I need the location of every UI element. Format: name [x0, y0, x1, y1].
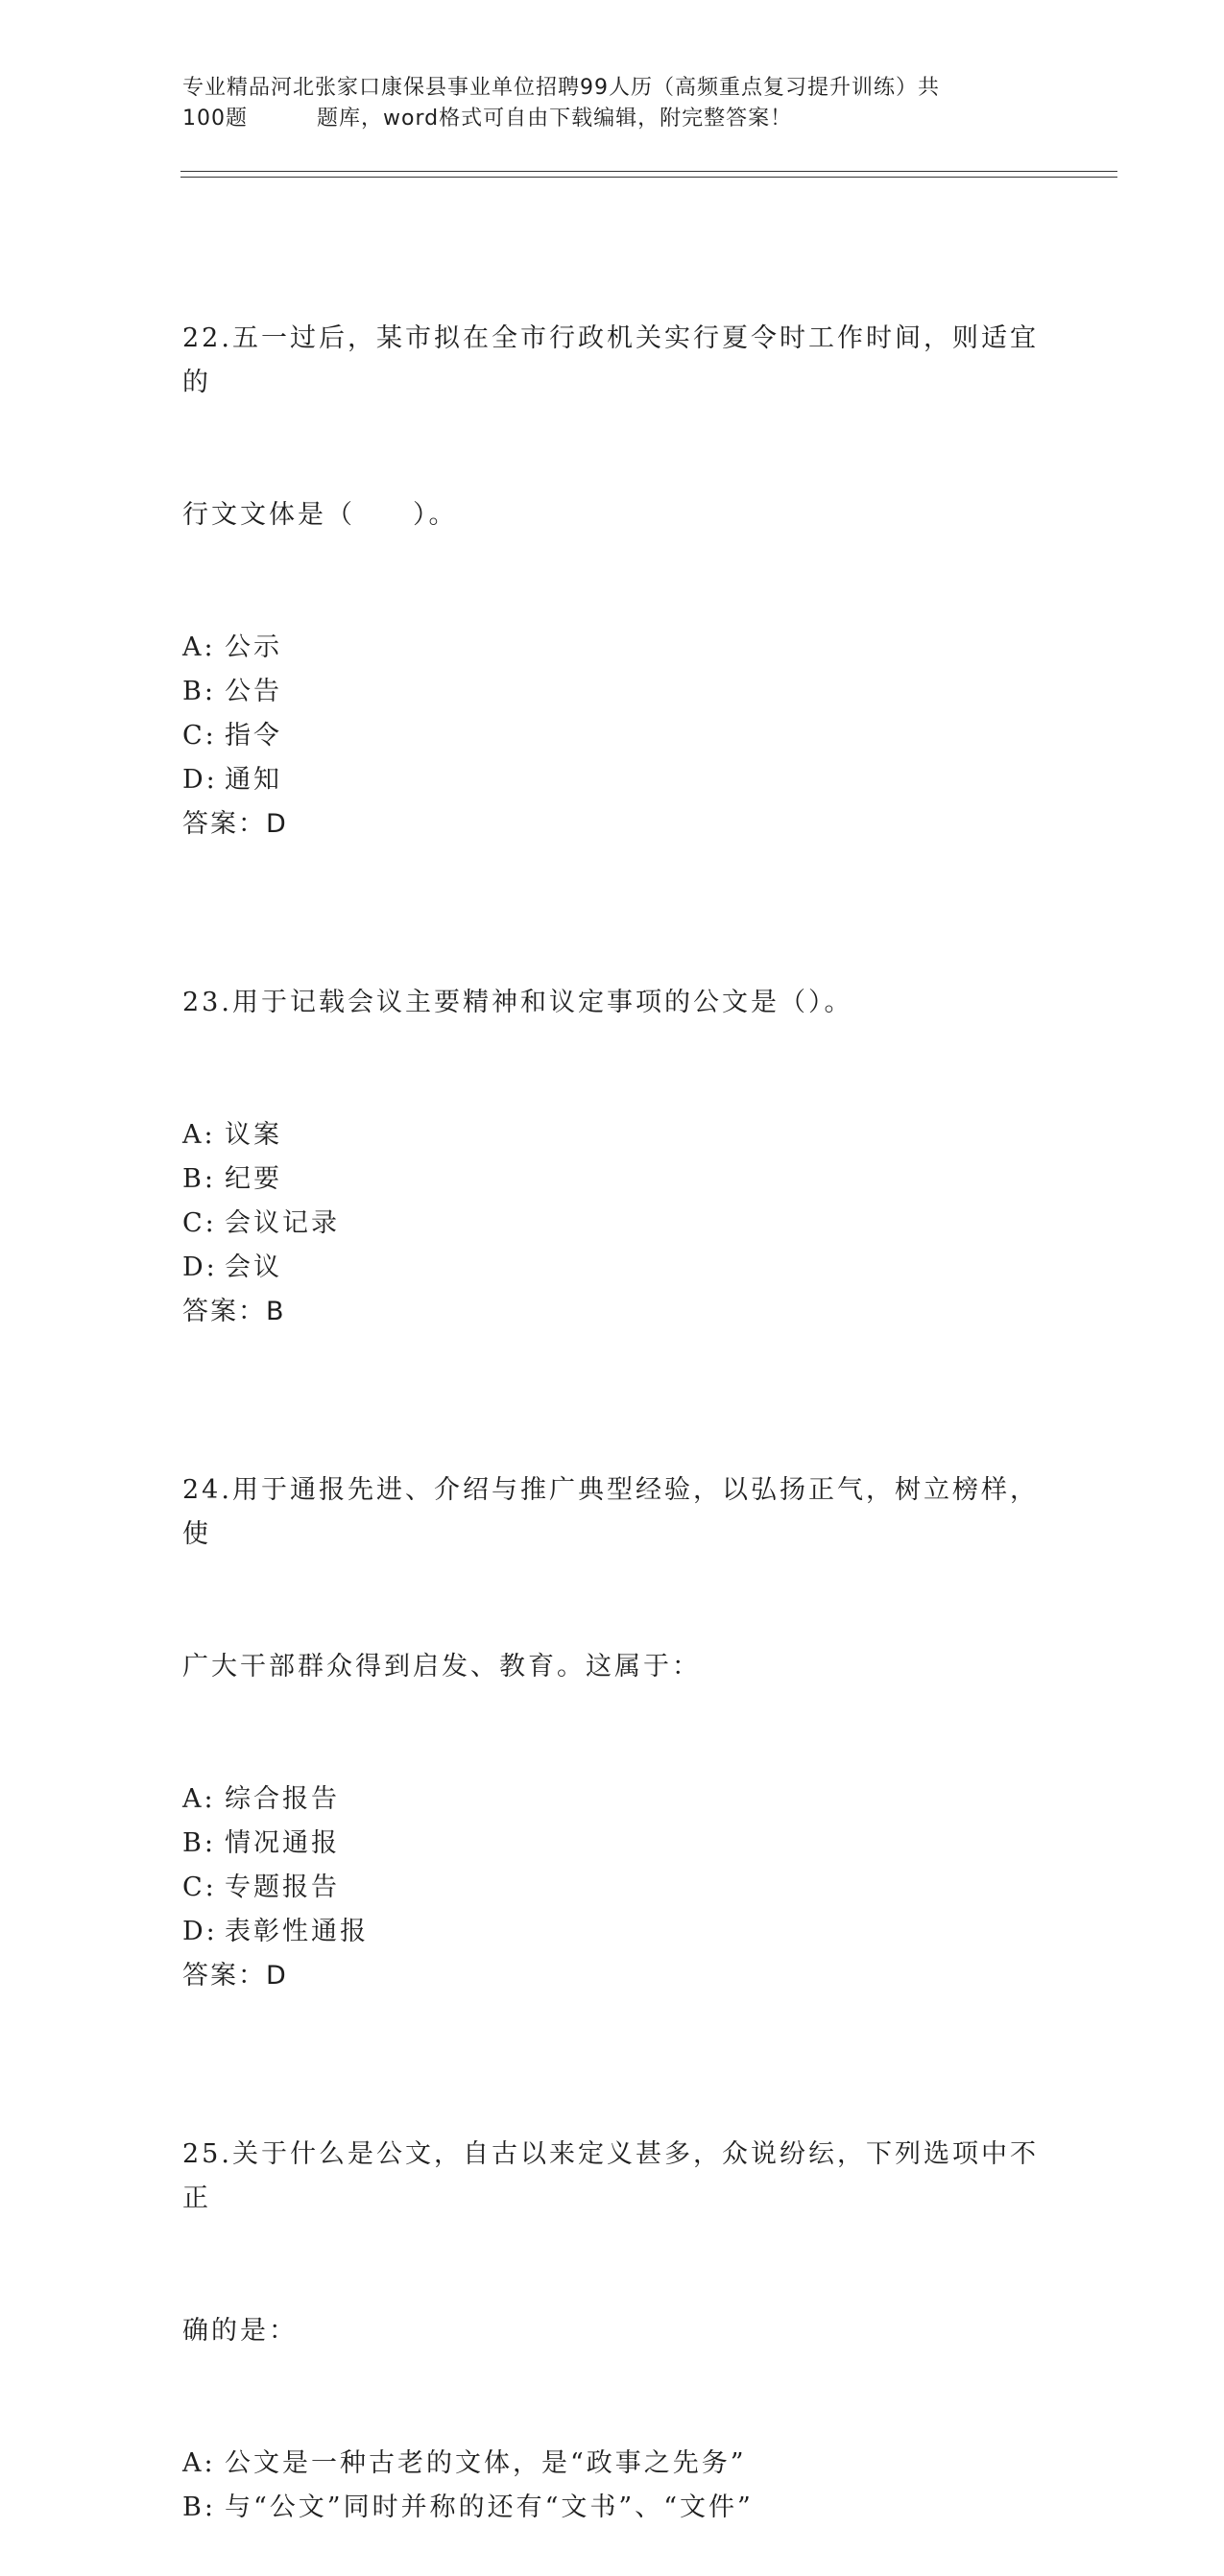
header-divider-bottom: [180, 177, 1117, 178]
question-stem: [182, 228, 1046, 626]
question-stem: [182, 1380, 1046, 1777]
question-stem: [182, 2044, 1046, 2442]
option-a: [182, 2442, 1046, 2486]
option-b: [182, 2486, 1046, 2530]
question-stem-line1: 23.用于记载会议主要精神和议定事项的公文是（）。: [182, 988, 853, 1017]
option-letter: D:: [182, 1917, 218, 1946]
option-letter: A:: [182, 632, 216, 662]
option-d: [182, 1910, 1046, 1954]
question-list: [182, 228, 1046, 2576]
question-24: [182, 1380, 1046, 1998]
option-letter: D:: [182, 765, 218, 795]
option-c: [182, 714, 1046, 758]
question-stem-line1: 25.关于什么是公文，自古以来定义甚多，众说纷纭，下列选项中不正: [182, 2139, 1039, 2213]
option-text: 综合报告: [225, 1784, 340, 1814]
option-text: 会议: [225, 1252, 282, 1282]
option-text: 与“公文”同时并称的还有“文书”、“文件”: [225, 2493, 754, 2522]
option-letter: B:: [182, 1828, 216, 1858]
document-header: [182, 73, 1046, 134]
option-text: 议案: [225, 1120, 282, 1150]
option-letter: D:: [182, 1252, 218, 1282]
question-23: [182, 893, 1046, 1334]
option-letter: A:: [182, 1784, 216, 1814]
option-letter: C:: [182, 1872, 217, 1902]
option-a: [182, 1113, 1046, 1157]
option-text: 专题报告: [225, 1872, 340, 1902]
header-title-line2: [182, 104, 1046, 134]
answer-line: 答案：D: [182, 809, 288, 839]
option-b: [182, 1157, 1046, 1202]
question-stem-line1: 22.五一过后，某市拟在全市行政机关实行夏令时工作时间，则适宜的: [182, 323, 1039, 397]
question-stem-line2: 确的是：: [182, 2316, 298, 2346]
question-stem-line2: 行文文体是（ ）。: [182, 500, 458, 530]
option-a: [182, 1777, 1046, 1822]
option-letter: B:: [182, 2493, 216, 2522]
option-text: 公文是一种古老的文体，是“政事之先务”: [225, 2448, 747, 2478]
question-stem-line2: 广大干部群众得到启发、教育。这属于：: [182, 1652, 701, 1682]
option-text: 情况通报: [225, 1828, 340, 1858]
option-letter: C:: [182, 1208, 217, 1238]
question-22: [182, 228, 1046, 847]
option-letter: B:: [182, 1164, 216, 1194]
option-c: [182, 1202, 1046, 1246]
option-text: 通知: [225, 765, 282, 795]
question-25: [182, 2044, 1046, 2530]
option-text: 表彰性通报: [225, 1917, 369, 1946]
answer-line: 答案：D: [182, 1961, 288, 1991]
option-text: 指令: [225, 721, 282, 751]
answer-line: 答案：B: [182, 1297, 286, 1326]
question-stem: [182, 893, 1046, 1113]
option-d: [182, 1246, 1046, 1290]
header-title-line1: 专业精品河北张家口康保县事业单位招聘99人历（高频重点复习提升训练）共: [182, 76, 940, 100]
header-divider-top: [180, 171, 1117, 172]
option-text: 公告: [225, 677, 282, 706]
option-text: 会议记录: [225, 1208, 340, 1238]
header-description: 题库，word格式可自由下载编辑，附完整答案！: [317, 107, 793, 131]
option-letter: A:: [182, 1120, 216, 1150]
question-stem-line1: 24.用于通报先进、介绍与推广典型经验，以弘扬正气，树立榜样，使: [182, 1475, 1039, 1549]
option-d: [182, 758, 1046, 802]
option-text: 公示: [225, 632, 282, 662]
option-text: 纪要: [225, 1164, 282, 1194]
option-b: [182, 670, 1046, 714]
option-c: [182, 1866, 1046, 1910]
option-letter: A:: [182, 2448, 216, 2478]
option-a: [182, 626, 1046, 670]
header-question-count: 100题: [182, 107, 248, 131]
option-b: [182, 1822, 1046, 1866]
option-letter: B:: [182, 677, 216, 706]
option-letter: C:: [182, 721, 217, 751]
